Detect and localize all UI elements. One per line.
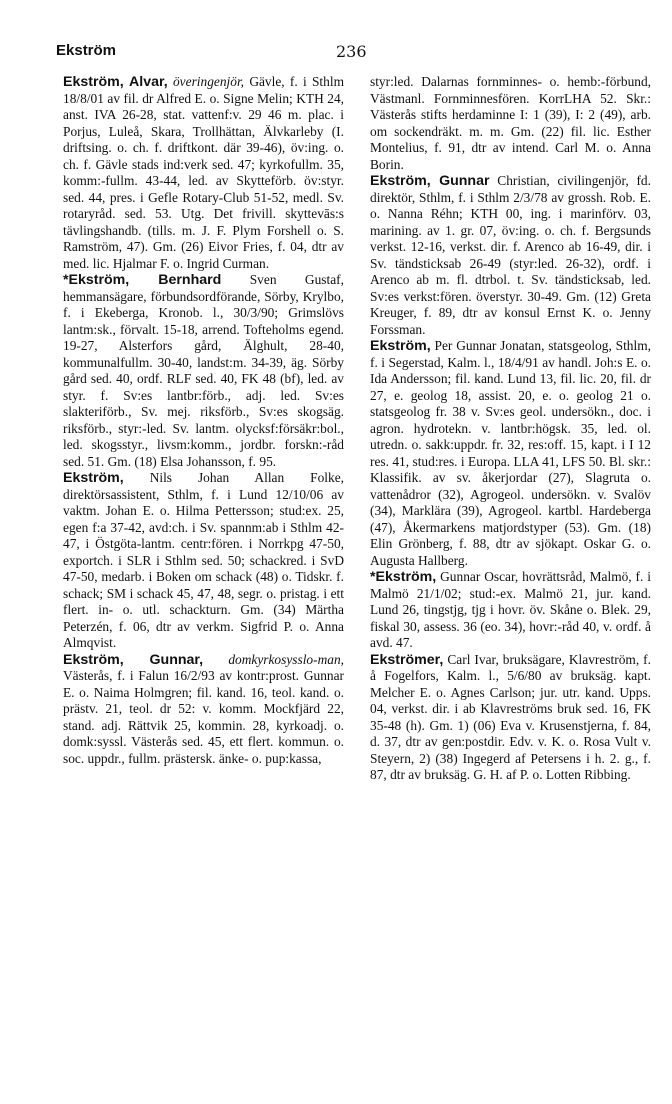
entry-bernhard-ekstrom [63, 272, 344, 470]
entry-continuation [370, 74, 651, 173]
entry-text: Per Gunnar Jonatan, statsgeolog, Sthlm, f. i Segerstad, Kalm. l., 18/4/91 av handl. Joh:s E. o. Ida Andersson; fil. kand. Lund 13, fil. lic. 20, fil. dr 27, e. geolog 18, assist. 20, e. o. geolog 21 o. statsgeolog fr. 38 v. Sv:es geol. undersökn., doc. i agron. hydrotekn. v. lantbr:högsk. 35, led. ol. utredn. o. sakk:uppdr. fr. 32, res:off. 15, kapt. i I 12 res. 41, stud:res. i Europa. LLA 41, LFS 50. Bl. skr.: Klassifik. av sv. åkerjordar (27), Slagruta o. vattenådror (32), Agrogeol. undersökn. v. Svalöv (34), Marklära (39), Agrogeol. kartbl. Hardeberga (47), Åkermarkens matjordstyper (53). Gm. (18) Elin Grönberg, f. 88, dtr av sjökapt. Oskar G. o. Augusta Hallberg. [370, 338, 651, 568]
entry-name: Ekströmer, [370, 651, 444, 668]
entry-text: styr:led. Dalarnas fornminnes- o. hemb:-förbund, Västmanl. Fornminnesfören. KorrLHA 52. Skr.: Västerås stifts herdaminne I: 1 (39), I: 2 (49), arb. om sockendräkt. m. m. Gm. (22) fil. lic. Esther Montelius, f. 91, dtr av intend. Carl M. o. Anna Borin. [370, 74, 651, 172]
entry-alvar-ekstrom [63, 74, 344, 272]
entry-per-gunnar-ekstrom [370, 338, 651, 569]
entry-name: Ekström, Gunnar, [63, 651, 204, 668]
entry-carl-ivar-ekstromer [370, 652, 651, 784]
entry-folke-ekstrom [63, 470, 344, 652]
entry-occupation: överingenjör, [172, 74, 245, 89]
entry-gunnar-oscar-ekstrom [370, 569, 651, 652]
page-number: 236 [336, 42, 367, 61]
entry-gunnar-ekstrom-domkyrko [63, 652, 344, 768]
entry-text: Västerås, f. i Falun 16/2/93 av kontr:prost. Gunnar E. o. Naima Holmgren; fil. kand. 16, teol. kand. o. prästv. 21, teol. dr 52: v. komm. Mockfjärd 22, stand. adj. Rättvik 25, kommin. 28, kyrkoadj. o. domk:syssl. Västerås sed. 45, ett flert. kommun. o. soc. uppdr., fullm. prästersk. änke- o. pup:kassa, [63, 668, 344, 766]
entry-text: Christian, civilingenjör, fd. direktör, Sthlm, f. i Sthlm 2/3/78 av grossh. Rob. E. o. Nanna Réhn; KTH 00, ing. i marinförv. 03, marining. av 1. gr. 07, öv:ing. o. ch. f. Bergsunds verkst. 12-16, verkst. dir. f. Arenco ab 16-49, dir. i Sv. tändsticksab 26-49 (styr:led. 26-32), ordf. i Arenco ab m. fl. dtrbol. t. Sv. tändsticksab, led. Sv:es verkst:fören. överstyr. 30-49. Gm. (12) Greta Kreuger, f. 89, dtr av konsul Ernst K. o. Jenny Forssman. [370, 173, 651, 337]
entry-name: *Ekström, Bernhard [63, 272, 222, 288]
entry-occupation: domkyrkosysslo-man, [228, 651, 344, 667]
entry-text: Gunnar Oscar, hovrättsråd, Malmö, f. i Malmö 21/1/02; stud:-ex. Malmö 21, jur. kand. Lund 26, tingstjg, tjg i hovr. öv. Skåne o. Blek. 29, fiskal 30, assess. 36 (eo. 34), hovr:-råd 40, v. ordf. å avd. 47. [370, 569, 651, 650]
entry-gunnar-christian-ekstrom [370, 173, 651, 338]
entry-text: Sven Gustaf, hemmansägare, förbundsordförande, Sörby, Krylbo, f. i Ekeberga, Kronob. l., 30/3/90; Grimslövs lantm:sk., förvalt. 15-18, arrend. Tofteholms egend. 19-27, Alsterfors gård, Älghult, 28-40, kommunalfullm. 30-40, landst:m. 34-39, äg. Sörby gård sed. 40, ordf. RLF sed. 40, FK 48 (bf), led. av styr. f. Sv:es lantbr:förb., adj. led. Sv:es slakteriförb., Sv. mej. riksförb., Sv:es skogsäg. riksförb., styr:-led. Sv. lantm. olycksf:försäkr:bol., led. skogsstyr., livsm:komm., jordbr. forskn:-råd sed. 51. Gm. (18) Elsa Johansson, f. 95. [63, 272, 344, 469]
entry-name: *Ekström, [370, 569, 437, 585]
right-column [370, 74, 651, 784]
entry-name: Ekström, [63, 470, 124, 486]
page-header [56, 42, 632, 64]
entry-text: Gävle, f. i Sthlm 18/8/01 av fil. dr Alfred E. o. Signe Melin; KTH 24, anst. IVA 26-28, stat. vattenf:v. 29 46 m. plac. i Porjus, Luleå, Skara, Trollhättan, Älvkarleby (I. driftsing. o. ch. f. driftkont. där 39-46), öv:ing. o. ch. f. Gävle stads ind:verk sed. 47; kyrkofullm. 35, komm:-fullm. 43-44, led. av Skytteförb. öv:styr. sed. 44, pres. i Gefle Rotary-Club 51-52, medl. Sv. rotaryråd. sed. 53. Utg. Det frivill. skyttevās:s tävlingshandb. (tills. m. J. F. Plym Forshell o. S. Ramström, 47). Gm. (26) Eivor Fries, f. 04, dtr av med. lic. Hjalmar F. o. Ingrid Curman. [63, 74, 344, 271]
entry-name: Ekström, Alvar, [63, 74, 168, 90]
entry-text: Nils Johan Allan Folke, direktörsassistent, Sthlm, f. i Lund 12/10/06 av vaktm. Johan E. o. Hilma Pettersson; stud:ex. 25, egen f:a 37-42, avd:ch. i Sv. spannm:ab i Sthlm 42-47, i Östgöta-lantm. centr:fören. i Norrkpg 47-50, exportch. i SLR i Sthlm sed. 50; schackred. i SvD 47-50, medarb. i Boken om schack (48) o. Tidskr. f. schack; SM i schack 45, 47, 48, segr. o. pristag. i ett flert. in- o. utl. schackturn. Gm. (34) Märtha Peterzén, f. 06, dtr av verkm. Sigfrid P. o. Anna Almqvist. [63, 470, 344, 650]
entry-name: Ekström, Gunnar [370, 173, 490, 189]
entry-name: Ekström, [370, 338, 431, 354]
running-head: Ekström [56, 42, 117, 59]
entry-text: Carl Ivar, bruksägare, Klavreström, f. å Fogelfors, Kalm. l., 5/6/80 av bruksäg. kapt. Melcher E. o. Agnes Carlson; jur. utr. kand. Upps. 04, verkst. dir. i ab Klavreströms bruk sed. 16, FK 35-48 (h). Gm. 1) (06) Eva v. Krusenstjerna, f. 84, d. 37, dtr av gen:postdir. Edv. v. K. o. Rosa Vult v. Steyern, 2) (38) Ingegerd af Petersens i h. 2. g., f. 87, dtr av bruksäg. G. H. af P. o. Lotten Ribbing. [370, 651, 651, 782]
left-column [63, 74, 344, 767]
